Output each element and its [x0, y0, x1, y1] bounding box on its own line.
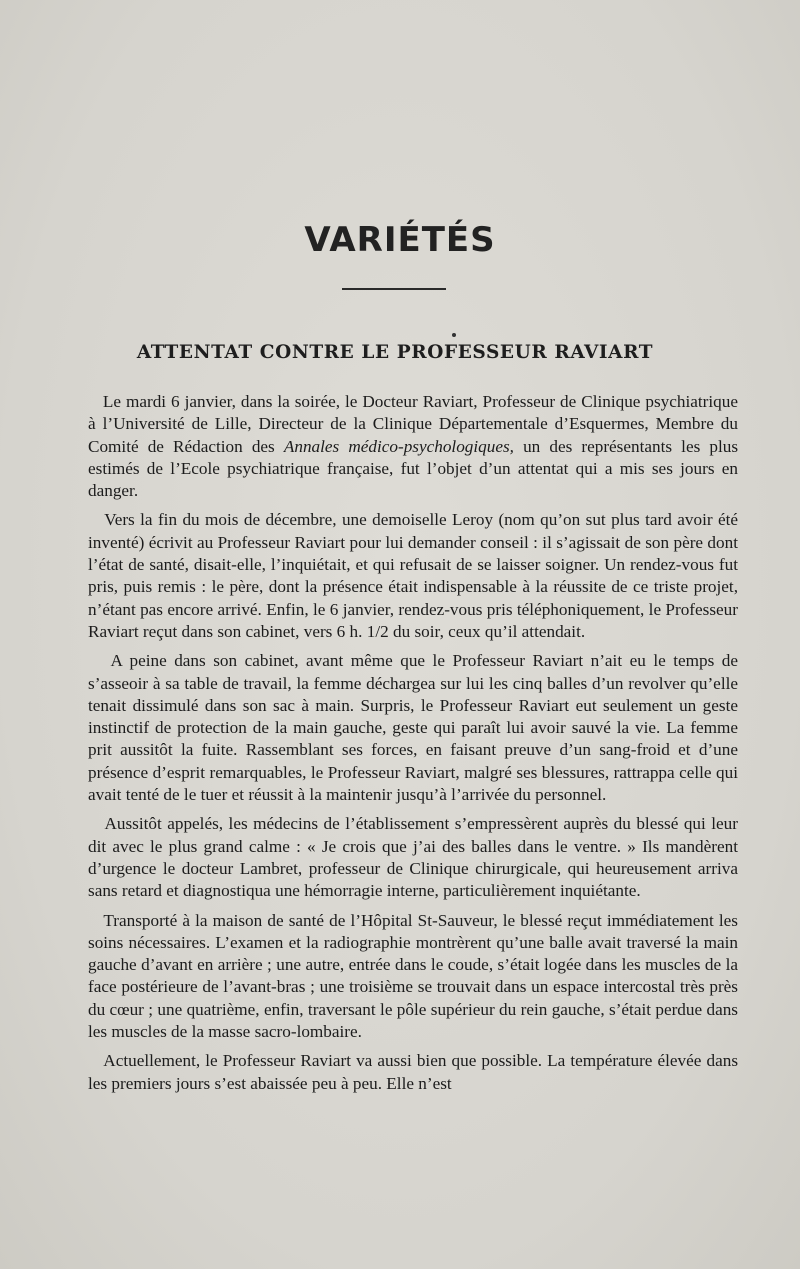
decorative-dot	[452, 333, 456, 337]
paragraph-2	[88, 509, 738, 643]
journal-name: Annales médico-psychologiques,	[283, 436, 514, 456]
paragraph-1-text-b: un des représentants les plus estimés de l’Ecole psychiatrique française, fut l’objet d’un attentat qui a mis ses jours en danger.	[88, 436, 739, 501]
paragraph-2-text: Vers la fin du mois de décembre, une demoiselle Leroy (nom qu’on sut plus tard avoir été inventé) écrivit au Professeur Raviart pour lui demander conseil : il s’agissait de son père dont l’état de santé, disait-elle, l’inquiétait, et qui refusait de se laisser soigner. Un rendez-vous fut pris, puis remis : le père, dont la présence était indispensable à la réussite de ce triste projet, n’étant pas encore arrivé. Enfin, le 6 janvier, rendez-vous pris téléphoniquement, le Professeur Raviart reçut dans son cabinet, vers 6 h. 1/2 du soir, ceux qu’il attendait.	[88, 510, 738, 641]
article-title: ATTENTAT CONTRE LE PROFESSEUR RAVIART	[136, 342, 654, 363]
paragraph-4	[88, 813, 738, 902]
paragraph-4-text: Aussitôt appelés, les médecins de l’établissement s’empressèrent auprès du blessé qui leur dit avec le plus grand calme : « Je crois que j’ai des balles dans le ventre. » Ils mandèrent d’urgence le docteur Lambret, professeur de Clinique chirurgicale, qui heureusement arriva sans retard et diagnostiqua une hémorragie interne, particulièrement inquiétante.	[88, 814, 738, 901]
paragraph-1-text-a: Le mardi 6 janvier, dans la soirée, le Docteur Raviart, Professeur de Clinique psychiatrique à l’Université de Lille, Directeur de la Clinique Départementale d’Esquermes, Membre du Comité de Rédaction des	[88, 392, 738, 456]
paragraph-6-text: Actuellement, le Professeur Raviart va aussi bien que possible. La température élevée dans les premiers jours s’est abaissée peu à peu. Elle n’est	[88, 1051, 739, 1093]
heading-divider	[342, 288, 446, 290]
article-body	[88, 391, 738, 1102]
paragraph-6	[88, 1050, 738, 1095]
paragraph-1	[88, 391, 738, 502]
paragraph-3-text: A peine dans son cabinet, avant même que le Professeur Raviart n’ait eu le temps de s’asseoir à sa table de travail, la femme déchargea sur lui les cinq balles d’un revolver qu’elle tenait dissimulé dans son sac à main. Surpris, le Professeur Raviart eut seulement un geste instinctif de protection de la main gauche, geste qui paraît lui avoir sauvé la vie. La femme prit aussitôt la fuite. Rassemblant ses forces, en faisant preuve d’un sang-froid et d’une présence d’esprit remarquables, le Professeur Raviart, malgré ses blessures, rattrappa celle qui avait tenté de le tuer et réussit à la maintenir jusqu’à l’arrivée du personnel.	[88, 651, 739, 805]
paragraph-5-text: Transporté à la maison de santé de l’Hôpital St-Sauveur, le blessé reçut immédiatement les soins nécessaires. L’examen et la radiographie montrèrent qu’une balle avait traversé la main gauche d’avant en arrière ; une autre, entrée dans le coude, s’était logée dans les muscles de la face postérieure de l’avant-bras ; une troisième se trouvait dans un espace intercostal très près du cœur ; une quatrième, enfin, traversant le pôle supérieur du rein gauche, s’était perdue dans les muscles de la masse sacro-lombaire.	[88, 910, 738, 1042]
paragraph-3	[88, 650, 738, 806]
section-heading: VARIÉTÉS	[304, 220, 496, 260]
paragraph-5	[88, 910, 738, 1044]
